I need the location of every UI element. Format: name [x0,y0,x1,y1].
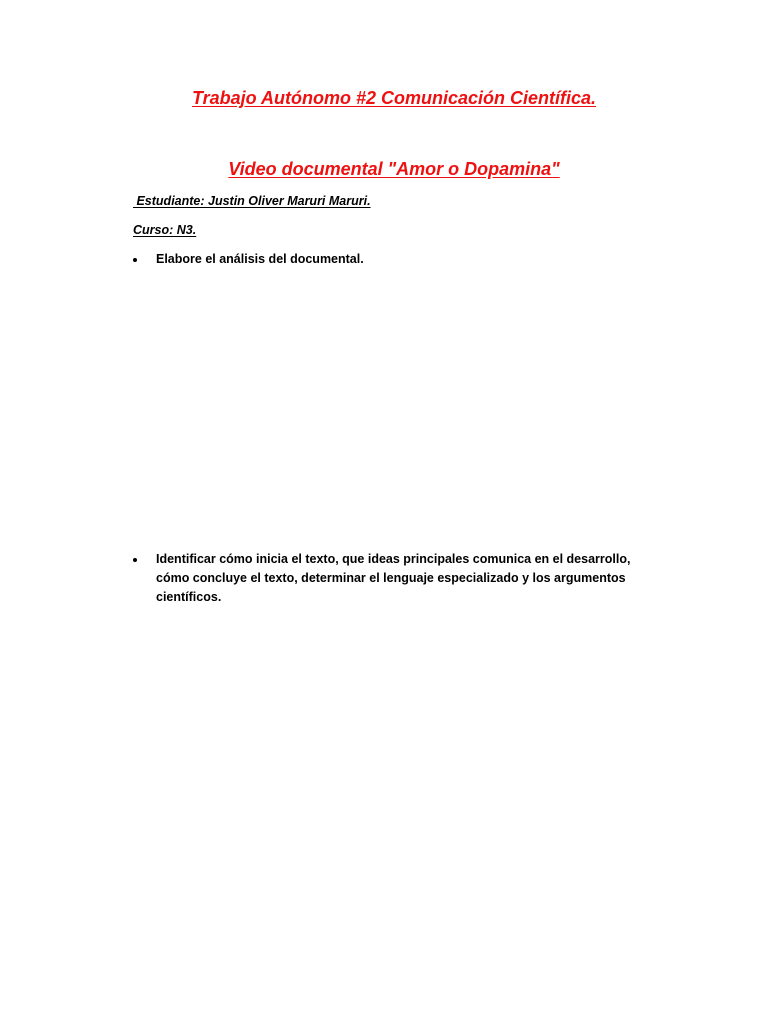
bullet-icon [133,558,137,562]
student-line: Estudiante: Justin Oliver Maruri Maruri. [133,194,371,208]
task-text: Elabore el análisis del documental. [156,252,364,266]
document-subtitle: Video documental "Amor o Dopamina" [228,159,560,179]
document-title: Trabajo Autónomo #2 Comunicación Científica. [191,88,597,108]
task-text: Identificar cómo inicia el texto, que ideas principales comunica en el desarrollo, cómo concluye el texto, determinar el lenguaje especializado y los argumentos científicos. [156,552,631,604]
course-line: Curso: N3. [133,223,197,237]
bullet-icon [133,258,137,262]
